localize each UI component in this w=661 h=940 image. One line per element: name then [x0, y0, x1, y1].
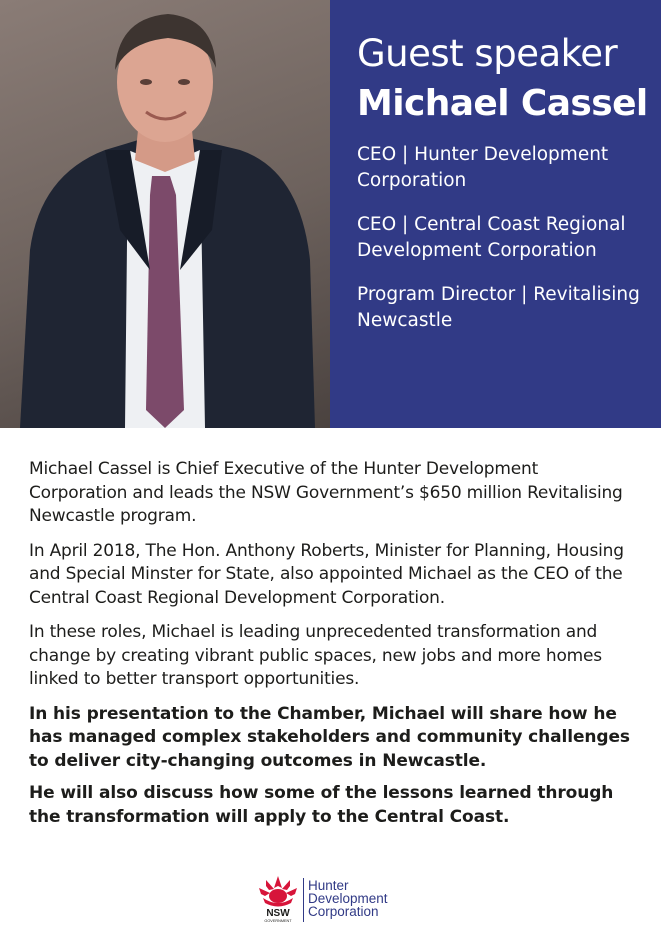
bio-paragraph: In these roles, Michael is leading unprecedented transformation and change by creating vibrant public spaces, new jobs and more homes linked to better transport opportunities. [29, 622, 602, 689]
waratah-icon [255, 874, 301, 924]
role-item: CEO | Hunter Development Corporation [357, 144, 609, 191]
speaker-portrait-illustration [0, 0, 330, 428]
hdc-logo [255, 874, 415, 924]
government-wordmark: GOVERNMENT [264, 919, 292, 923]
presentation-highlight: He will also discuss how some of the lessons learned through the transformation will apply to the Central Coast. [29, 783, 614, 827]
role-item: CEO | Central Coast Regional Development Corporation [357, 214, 626, 261]
nsw-wordmark: NSW [266, 908, 290, 919]
speaker-photo [0, 0, 330, 428]
presentation-highlight: In his presentation to the Chamber, Michael will share how he has managed complex stakeholders and community challenges to deliver city-changing outcomes in Newcastle. [29, 703, 630, 771]
speaker-roles [357, 142, 647, 352]
guest-speaker-heading: Guest speaker [357, 32, 618, 75]
speaker-name: Michael Cassel [357, 83, 648, 124]
speaker-banner [0, 0, 661, 428]
logo-line: Hunter [308, 878, 349, 893]
role-item: Program Director | Revitalising Newcastle [357, 284, 640, 331]
hdc-wordmark [308, 879, 388, 918]
logo-line: Development [308, 891, 388, 906]
logo-divider [303, 878, 304, 922]
logo-line: Corporation [308, 904, 379, 919]
biography-text [29, 458, 639, 838]
bio-paragraph: In April 2018, The Hon. Anthony Roberts, Minister for Planning, Housing and Special Minster for State, also appointed Michael as the CEO of the Central Coast Regional Development Corporation. [29, 540, 624, 608]
speaker-info-panel [330, 0, 661, 428]
bio-paragraph: Michael Cassel is Chief Executive of the Hunter Development Corporation and leads the NSW Government’s $650 million Revitalising Newcastle program. [29, 459, 623, 526]
